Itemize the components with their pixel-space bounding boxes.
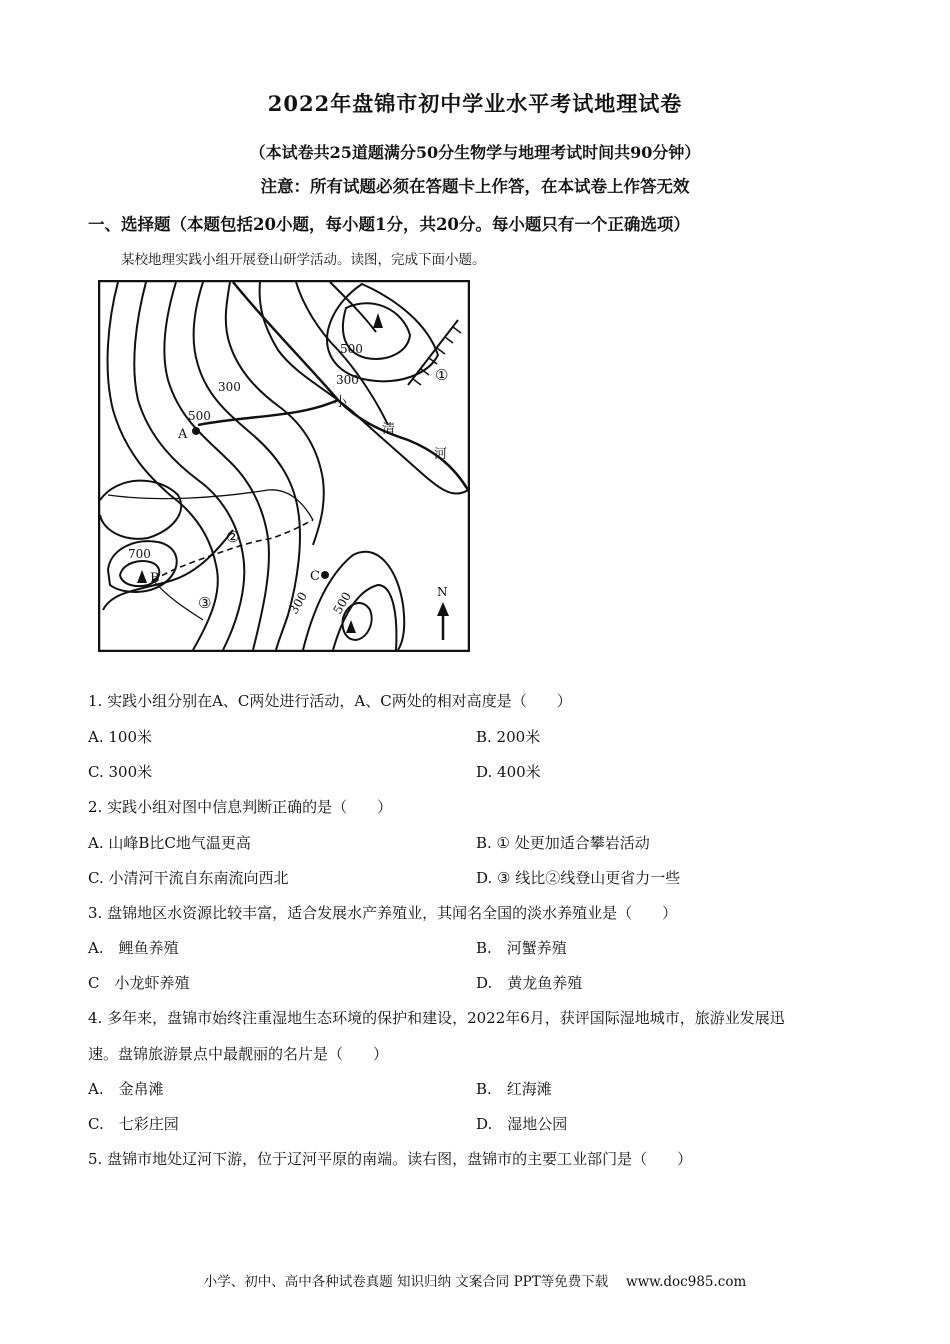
contour-label: 300 (218, 380, 241, 394)
section-heading: 一、选择题（本题包括20小题，每小题1分，共20分。每小题只有一个正确选项） (88, 215, 690, 234)
option-4d: D. 湿地公园 (476, 1115, 568, 1133)
option-2d: D. ③ 线比②线登山更省力一些 (476, 869, 681, 887)
river-label: 清 (382, 422, 396, 437)
route-marker-2: ② (226, 528, 240, 546)
contour-label: 300 (336, 373, 359, 387)
contour-map (98, 280, 470, 652)
question-stem-3: 3. 盘锦地区水资源比较丰富，适合发展水产养殖业，其闻名全国的淡水养殖业是（ ） (88, 904, 678, 922)
contour-label: 700 (128, 547, 151, 561)
contour-label: 500 (188, 409, 211, 423)
option-1b: B. 200米 (476, 728, 541, 746)
option-4b: B. 红海滩 (476, 1080, 552, 1098)
option-3a: A. 鲤鱼养殖 (88, 939, 179, 957)
contour-label: 300 (286, 589, 311, 617)
route-marker-3: ③ (198, 594, 212, 612)
option-2c: C. 小清河干流自东南流向西北 (88, 869, 289, 887)
option-4c: C. 七彩庄园 (88, 1115, 179, 1133)
point-c-dot (321, 571, 329, 579)
point-label-b: B (150, 571, 160, 586)
route-marker-1: ① (435, 366, 449, 384)
question-stem-4-cont: 速。盘锦旅游景点中最靓丽的名片是（ ） (88, 1045, 389, 1063)
point-label-a: A (178, 427, 188, 442)
option-3c: C 小龙虾养殖 (88, 974, 190, 992)
intro-text: 某校地理实践小组开展登山研学活动。读图，完成下面小题。 (121, 252, 486, 268)
option-3d: D. 黄龙鱼养殖 (476, 974, 583, 992)
page-footer: 小学、初中、高中各种试卷真题 知识归纳 文案合同 PPT等免费下载 www.doc985.com (203, 1274, 747, 1290)
option-2b: B. ① 处更加适合攀岩活动 (476, 834, 650, 852)
option-2a: A. 山峰B比C地气温更高 (88, 834, 251, 852)
question-stem-4: 4. 多年来，盘锦市始终注重湿地生态环境的保护和建设，2022年6月，获评国际湿地城市，旅游业发展迅 (88, 1009, 785, 1027)
option-1d: D. 400米 (476, 763, 541, 781)
option-1a: A. 100米 (88, 728, 152, 746)
exam-info: （本试卷共25道题满分50分生物学与地理考试时间共90分钟） (249, 143, 701, 162)
river-label: 河 (434, 447, 448, 462)
option-3b: B. 河蟹养殖 (476, 939, 567, 957)
north-label: N (437, 585, 448, 599)
option-1c: C. 300米 (88, 763, 153, 781)
contour-label: 500 (330, 589, 355, 617)
option-4a: A. 金帛滩 (88, 1080, 164, 1098)
question-stem-5: 5. 盘锦市地处辽河下游，位于辽河平原的南端。读右图，盘锦市的主要工业部门是（ ） (88, 1150, 693, 1168)
page-title: 2022年盘锦市初中学业水平考试地理试卷 (267, 91, 683, 116)
point-a-dot (192, 427, 200, 435)
point-label-c: C (310, 569, 320, 584)
question-stem-1: 1. 实践小组分别在A、C两处进行活动，A、C两处的相对高度是（ ） (88, 692, 572, 710)
contour-label: 500 (340, 342, 363, 356)
river-label: 小 (334, 395, 348, 410)
exam-notice: 注意：所有试题必须在答题卡上作答，在本试卷上作答无效 (260, 177, 690, 196)
question-stem-2: 2. 实践小组对图中信息判断正确的是（ ） (88, 798, 393, 816)
